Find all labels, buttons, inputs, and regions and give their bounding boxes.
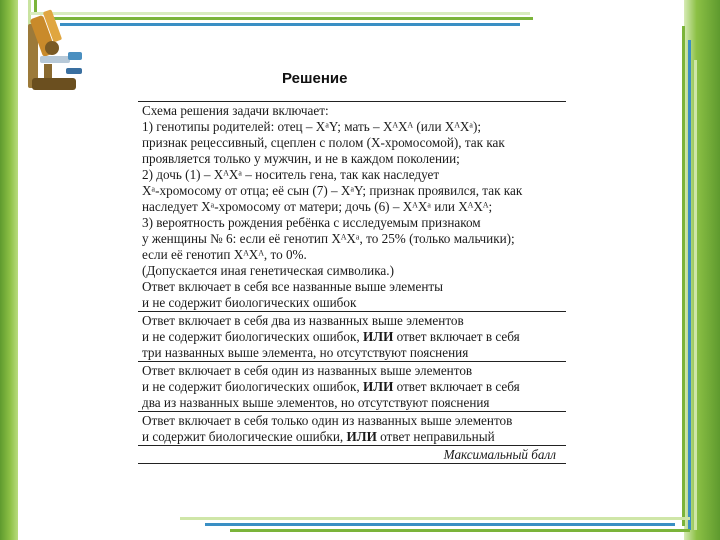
scheme-line: Xᵃ-хромосому от отца; её сын (7) – XᵃY; признак проявился, так как	[142, 183, 523, 198]
criterion-text: ответ неправильный	[376, 429, 495, 444]
or-keyword: ИЛИ	[362, 379, 394, 394]
decor-hline	[205, 523, 675, 526]
max-score-section	[138, 446, 566, 463]
decor-vline	[694, 60, 697, 530]
decor-hline	[48, 17, 533, 20]
scheme-line: проявляется только у мужчин, и не в каждом поколении;	[142, 151, 460, 166]
criterion-line	[142, 329, 562, 345]
decor-vline	[682, 26, 685, 526]
decor-vline	[688, 40, 691, 530]
max-score-label: Максимальный балл	[443, 447, 556, 462]
criterion-line	[142, 379, 562, 395]
scheme-line: Схема решения задачи включает:	[142, 103, 329, 118]
criterion-line	[142, 429, 562, 445]
slide-title: Решение	[282, 70, 348, 87]
decor-hline	[60, 23, 520, 26]
or-keyword: ИЛИ	[362, 329, 394, 344]
scheme-line: у женщины № 6: если её генотип XᴬXᵃ, то 25% (только мальчики);	[142, 231, 515, 246]
decor-hline	[180, 517, 690, 520]
scheme-section	[138, 102, 566, 312]
criterion-2-section	[138, 312, 566, 362]
criterion-line: два из названных выше элементов, но отсутствуют пояснения	[142, 395, 490, 410]
microscope-icon	[22, 6, 88, 98]
scheme-line: наследует Xᵃ-хромосому от матери; дочь (6) – XᴬXᵃ или XᴬXᴬ;	[142, 199, 493, 214]
scheme-line: 1) генотипы родителей: отец – XᵃY; мать – XᴬXᴬ (или XᴬXᵃ);	[142, 119, 482, 134]
criterion-line: три названных выше элемента, но отсутствуют пояснения	[142, 345, 469, 360]
criterion-text: и содержит биологические ошибки,	[142, 429, 347, 444]
left-decor-bar	[0, 0, 18, 540]
criterion-line: Ответ включает в себя только один из названных выше элементов	[142, 413, 513, 428]
criterion-line: Ответ включает в себя один из названных выше элементов	[142, 363, 473, 378]
criterion-text: и не содержит биологических ошибок,	[142, 329, 363, 344]
scheme-line: (Допускается иная генетическая символика.)	[142, 263, 394, 278]
scheme-line: и не содержит биологических ошибок	[142, 295, 357, 310]
grading-table	[138, 101, 566, 464]
or-keyword: ИЛИ	[346, 429, 377, 444]
criterion-text: ответ включает в себя	[393, 329, 520, 344]
scheme-line: признак рецессивный, сцеплен с полом (X-хромосомой), так как	[142, 135, 505, 150]
criterion-1-section	[138, 362, 566, 412]
decor-hline	[30, 12, 530, 15]
decor-hline	[230, 529, 690, 532]
scheme-line: Ответ включает в себя все названные выше элементы	[142, 279, 444, 294]
criterion-line: Ответ включает в себя два из названных выше элементов	[142, 313, 464, 328]
criterion-text: ответ включает в себя	[393, 379, 520, 394]
criterion-text: и не содержит биологических ошибок,	[142, 379, 363, 394]
scheme-line: 2) дочь (1) – XᴬXᵃ – носитель гена, так как наследует	[142, 167, 440, 182]
scheme-line: 3) вероятность рождения ребёнка с исследуемым признаком	[142, 215, 481, 230]
criterion-0-section	[138, 412, 566, 446]
scheme-line: если её генотип XᴬXᴬ, то 0%.	[142, 247, 307, 262]
